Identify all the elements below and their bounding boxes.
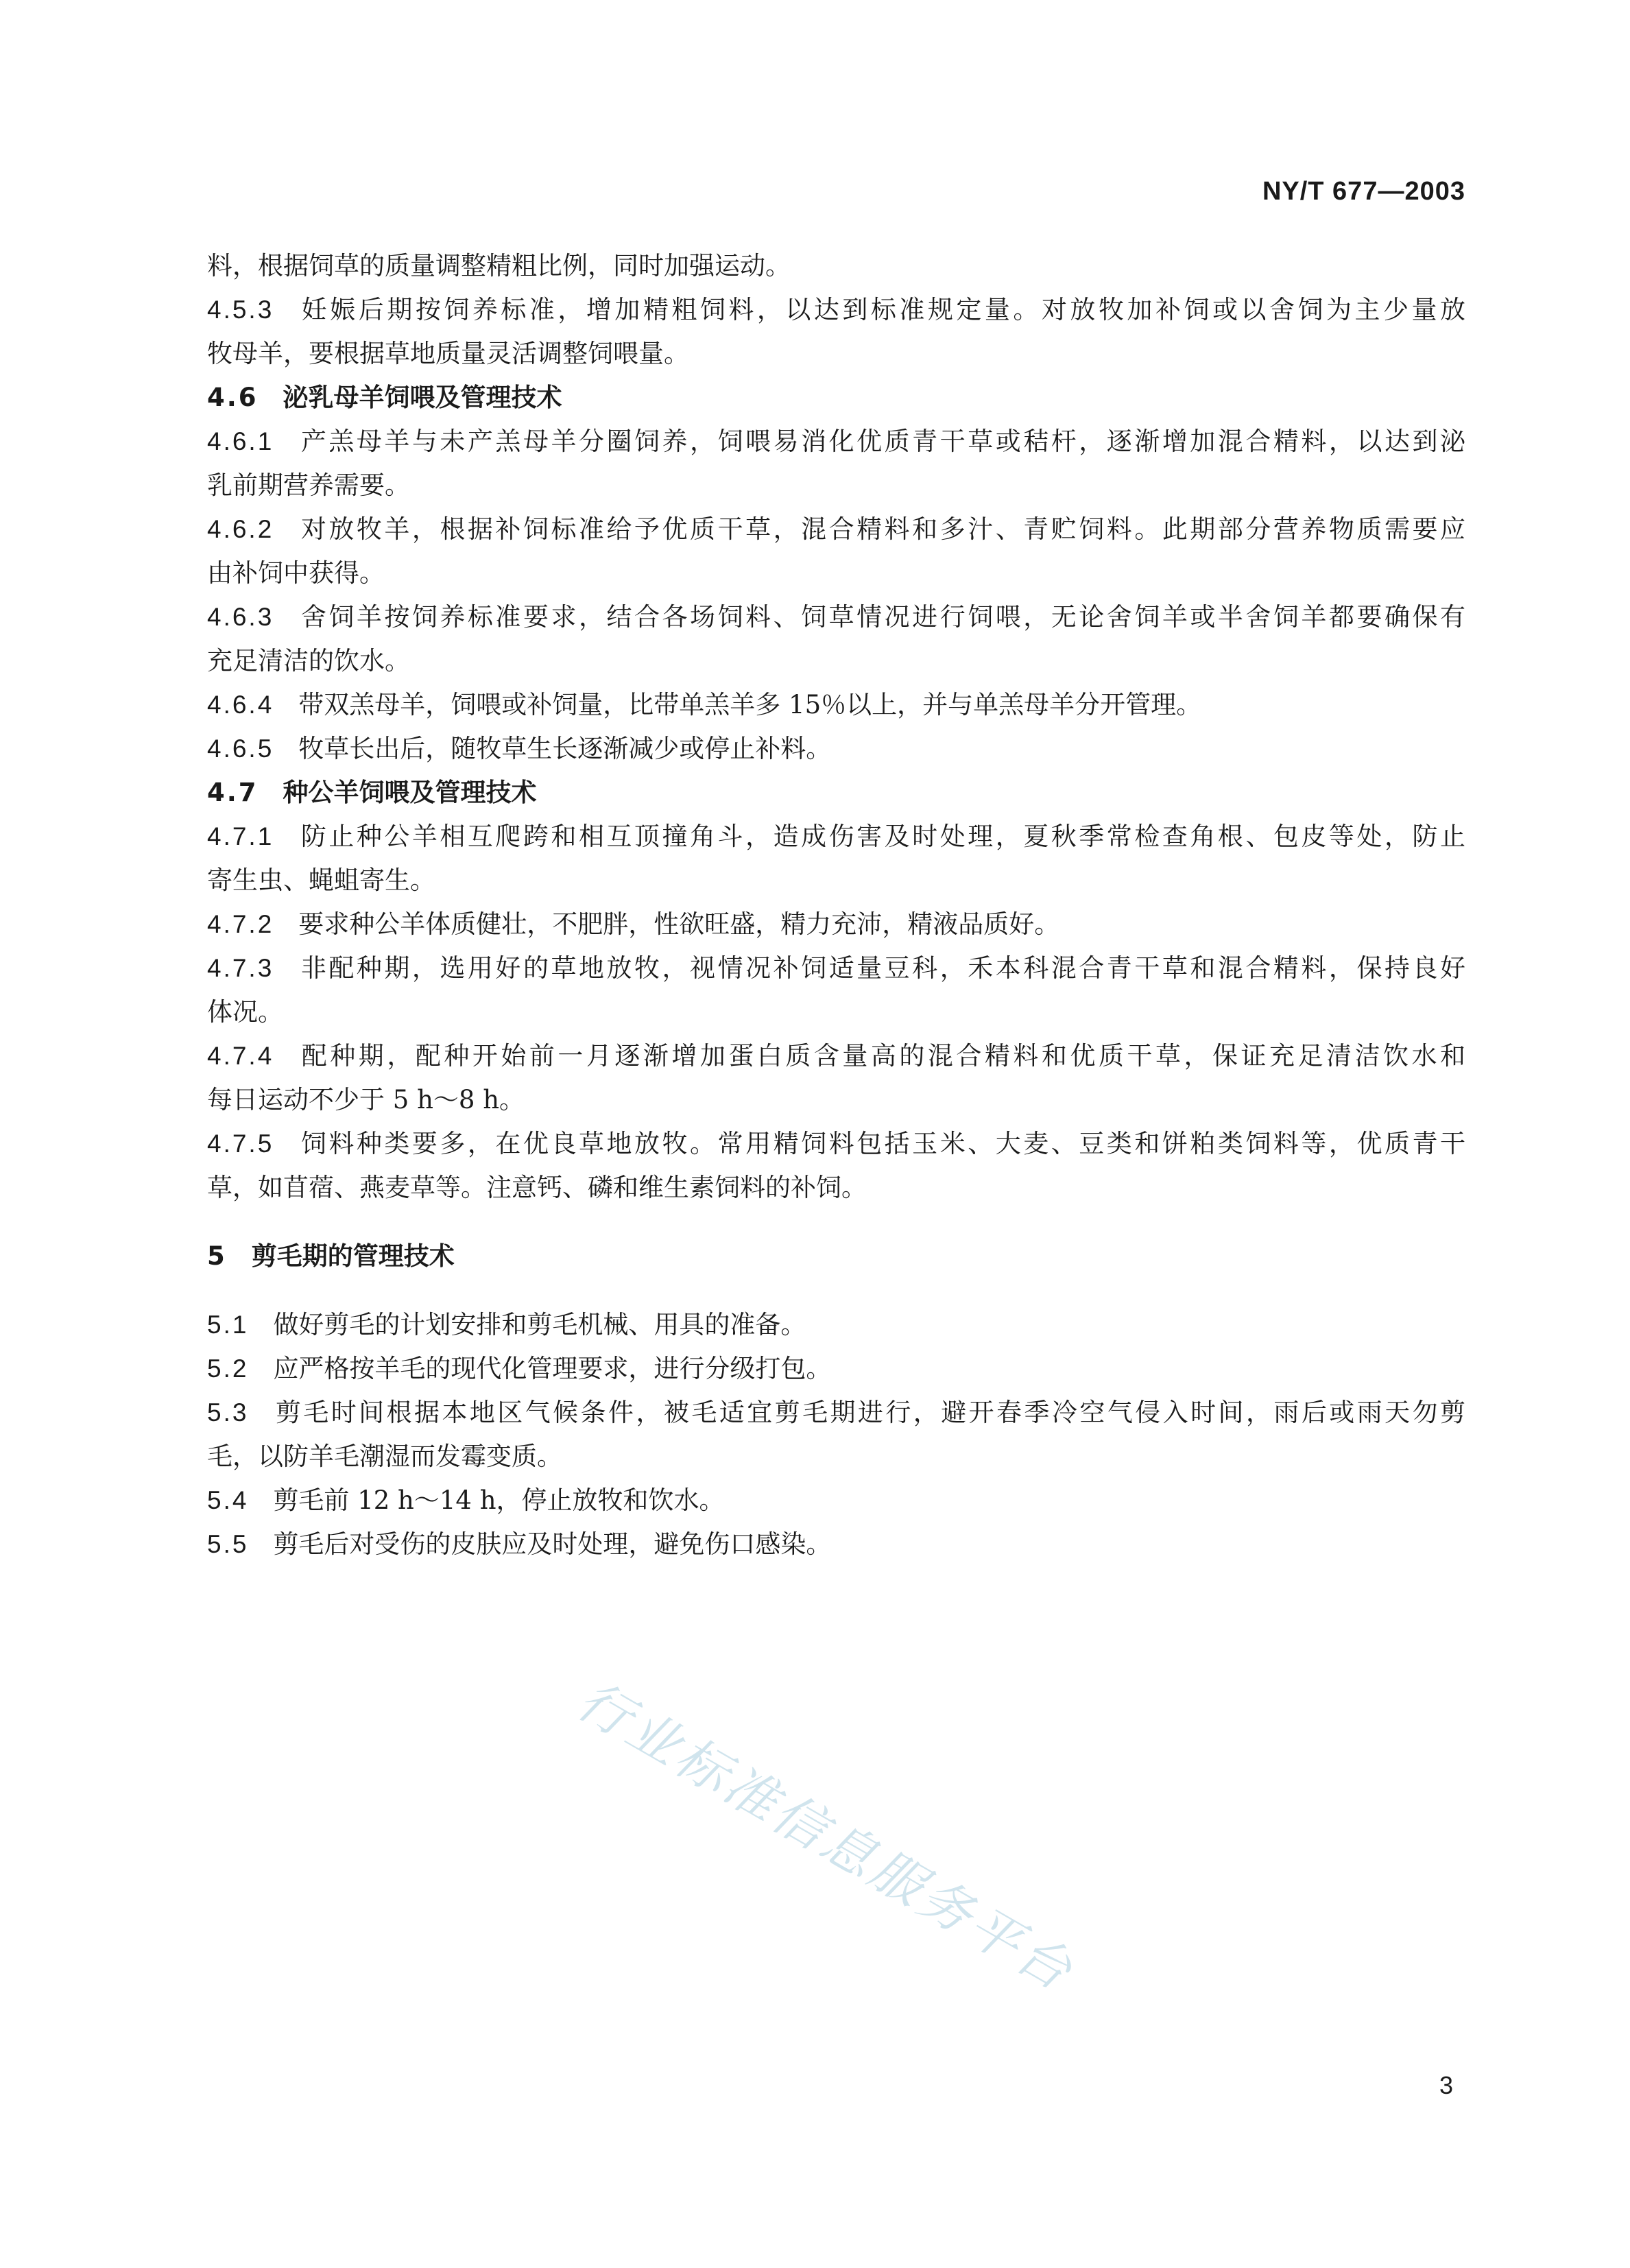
heading-text: 泌乳母羊饲喂及管理技术 <box>283 383 562 412</box>
text-line <box>207 1034 1465 1078</box>
section-heading <box>207 771 1465 815</box>
clause-paragraph <box>207 946 1465 1034</box>
watermark: 行业标准信息服务平台 <box>567 1669 1086 2003</box>
clause-text: 寄生虫、蝇蛆寄生。 <box>207 866 435 895</box>
text-line <box>207 244 1465 288</box>
clause-paragraph <box>207 288 1465 376</box>
text-line <box>207 376 1465 420</box>
clause-number: 4.7.5 <box>207 1130 274 1158</box>
text-line <box>207 946 1465 990</box>
clause-text: 产羔母羊与未产羔母羊分圈饲养，饲喂易消化优质青干草或秸杆，逐渐增加混合精料，以达到泌 <box>298 427 1465 456</box>
clause-number: 5.5 <box>207 1530 249 1558</box>
clause-number: 5.3 <box>207 1398 249 1427</box>
clause-paragraph <box>207 1303 1465 1347</box>
clause-paragraph <box>207 815 1465 903</box>
clause-text: 配种期，配种开始前一月逐渐增加蛋白质含量高的混合精料和优质干草，保证充足清洁饮水和 <box>298 1041 1465 1071</box>
clause-number: 4.7 <box>207 778 259 807</box>
clause-paragraph <box>207 244 1465 288</box>
text-line <box>207 508 1465 551</box>
clause-text: 舍饲羊按饲养标准要求，结合各场饲料、饲草情况进行饲喂，无论舍饲羊或半舍饲羊都要确保有 <box>298 602 1465 632</box>
clause-number: 4.7.3 <box>207 954 274 982</box>
clause-text: 乳前期营养需要。 <box>207 470 410 500</box>
heading-text: 种公羊饲喂及管理技术 <box>283 778 537 807</box>
clause-paragraph <box>207 1122 1465 1210</box>
clause-paragraph <box>207 1347 1465 1391</box>
text-line <box>207 1234 1465 1278</box>
text-line <box>207 1078 1465 1122</box>
text-line <box>207 420 1465 464</box>
clause-number: 4.6 <box>207 383 259 412</box>
clause-text: 剪毛后对受伤的皮肤应及时处理，避免伤口感染。 <box>273 1529 832 1559</box>
clause-text: 草，如苜蓿、燕麦草等。注意钙、磷和维生素饲料的补饲。 <box>207 1173 867 1202</box>
text-line <box>207 551 1465 595</box>
clause-paragraph <box>207 1479 1465 1523</box>
clause-text: 对放牧羊，根据补饲标准给予优质干草，混合精料和多汁、青贮饲料。此期部分营养物质需要应 <box>298 514 1465 544</box>
clause-paragraph <box>207 683 1465 727</box>
section-heading <box>207 1234 1465 1278</box>
text-line <box>207 639 1465 683</box>
text-line <box>207 771 1465 815</box>
clause-number: 5.1 <box>207 1311 249 1339</box>
document-body <box>207 244 1465 1566</box>
clause-number: 4.6.1 <box>207 427 274 455</box>
document-code: NY/T 677—2003 <box>1262 177 1465 206</box>
clause-text: 牧草长出后，随牧草生长逐渐减少或停止补料。 <box>298 734 832 763</box>
page-number: 3 <box>1439 2071 1453 2099</box>
clause-number: 5.4 <box>207 1486 249 1514</box>
clause-paragraph <box>207 595 1465 683</box>
clause-number: 5.2 <box>207 1354 249 1383</box>
text-line <box>207 1347 1465 1391</box>
clause-text: 每日运动不少于 5 h～8 h。 <box>207 1085 525 1114</box>
text-line <box>207 1435 1465 1479</box>
clause-paragraph <box>207 508 1465 595</box>
clause-text: 做好剪毛的计划安排和剪毛机械、用具的准备。 <box>273 1310 806 1339</box>
clause-number: 4.6.2 <box>207 515 274 543</box>
clause-paragraph <box>207 1391 1465 1479</box>
text-line <box>207 859 1465 903</box>
clause-text: 牧母羊，要根据草地质量灵活调整饲喂量。 <box>207 339 689 368</box>
clause-number: 4.5.3 <box>207 296 274 324</box>
text-line <box>207 1391 1465 1435</box>
clause-text: 非配种期，选用好的草地放牧，视情况补饲适量豆科，禾本科混合青干草和混合精料，保持良好 <box>298 953 1465 983</box>
text-line <box>207 1479 1465 1523</box>
text-line <box>207 595 1465 639</box>
clause-number: 4.6.3 <box>207 603 274 631</box>
text-line <box>207 1166 1465 1210</box>
clause-number: 5 <box>207 1241 227 1271</box>
text-line <box>207 903 1465 946</box>
clause-paragraph <box>207 420 1465 508</box>
clause-text: 毛，以防羊毛潮湿而发霉变质。 <box>207 1442 562 1471</box>
heading-text: 剪毛期的管理技术 <box>251 1241 455 1271</box>
text-line <box>207 815 1465 859</box>
clause-text: 充足清洁的饮水。 <box>207 646 410 676</box>
text-line <box>207 1303 1465 1347</box>
clause-number: 4.6.4 <box>207 691 274 719</box>
clause-text: 体况。 <box>207 997 283 1027</box>
text-line <box>207 683 1465 727</box>
text-line <box>207 1523 1465 1566</box>
clause-number: 4.6.5 <box>207 735 274 763</box>
clause-paragraph <box>207 727 1465 771</box>
clause-text: 料，根据饲草的质量调整精粗比例，同时加强运动。 <box>207 251 791 280</box>
section-heading <box>207 376 1465 420</box>
clause-text: 饲料种类要多，在优良草地放牧。常用精饲料包括玉米、大麦、豆类和饼粕类饲料等，优质青干 <box>298 1129 1465 1158</box>
text-line <box>207 727 1465 771</box>
clause-paragraph <box>207 903 1465 946</box>
text-line <box>207 288 1465 332</box>
text-line <box>207 332 1465 376</box>
clause-number: 4.7.2 <box>207 910 274 938</box>
clause-paragraph <box>207 1523 1465 1566</box>
text-line <box>207 990 1465 1034</box>
clause-text: 带双羔母羊，饲喂或补饲量，比带单羔羊多 15％以上，并与单羔母羊分开管理。 <box>298 690 1202 719</box>
clause-text: 剪毛前 12 h～14 h，停止放牧和饮水。 <box>273 1485 725 1515</box>
clause-number: 4.7.4 <box>207 1042 274 1070</box>
clause-text: 要求种公羊体质健壮，不肥胖，性欲旺盛，精力充沛，精液品质好。 <box>298 909 1060 939</box>
text-line <box>207 1122 1465 1166</box>
clause-paragraph <box>207 1034 1465 1122</box>
clause-text: 由补饲中获得。 <box>207 558 385 588</box>
clause-text: 应严格按羊毛的现代化管理要求，进行分级打包。 <box>273 1354 832 1383</box>
clause-text: 剪毛时间根据本地区气候条件，被毛适宜剪毛期进行，避开春季冷空气侵入时间，雨后或雨天勿剪 <box>273 1398 1465 1427</box>
clause-number: 4.7.1 <box>207 822 274 850</box>
clause-text: 妊娠后期按饲养标准，增加精粗饲料，以达到标准规定量。对放牧加补饲或以舍饲为主少量放 <box>298 295 1465 324</box>
clause-text: 防止种公羊相互爬跨和相互顶撞角斗，造成伤害及时处理，夏秋季常检查角根、包皮等处，防止 <box>298 822 1465 851</box>
text-line <box>207 464 1465 508</box>
